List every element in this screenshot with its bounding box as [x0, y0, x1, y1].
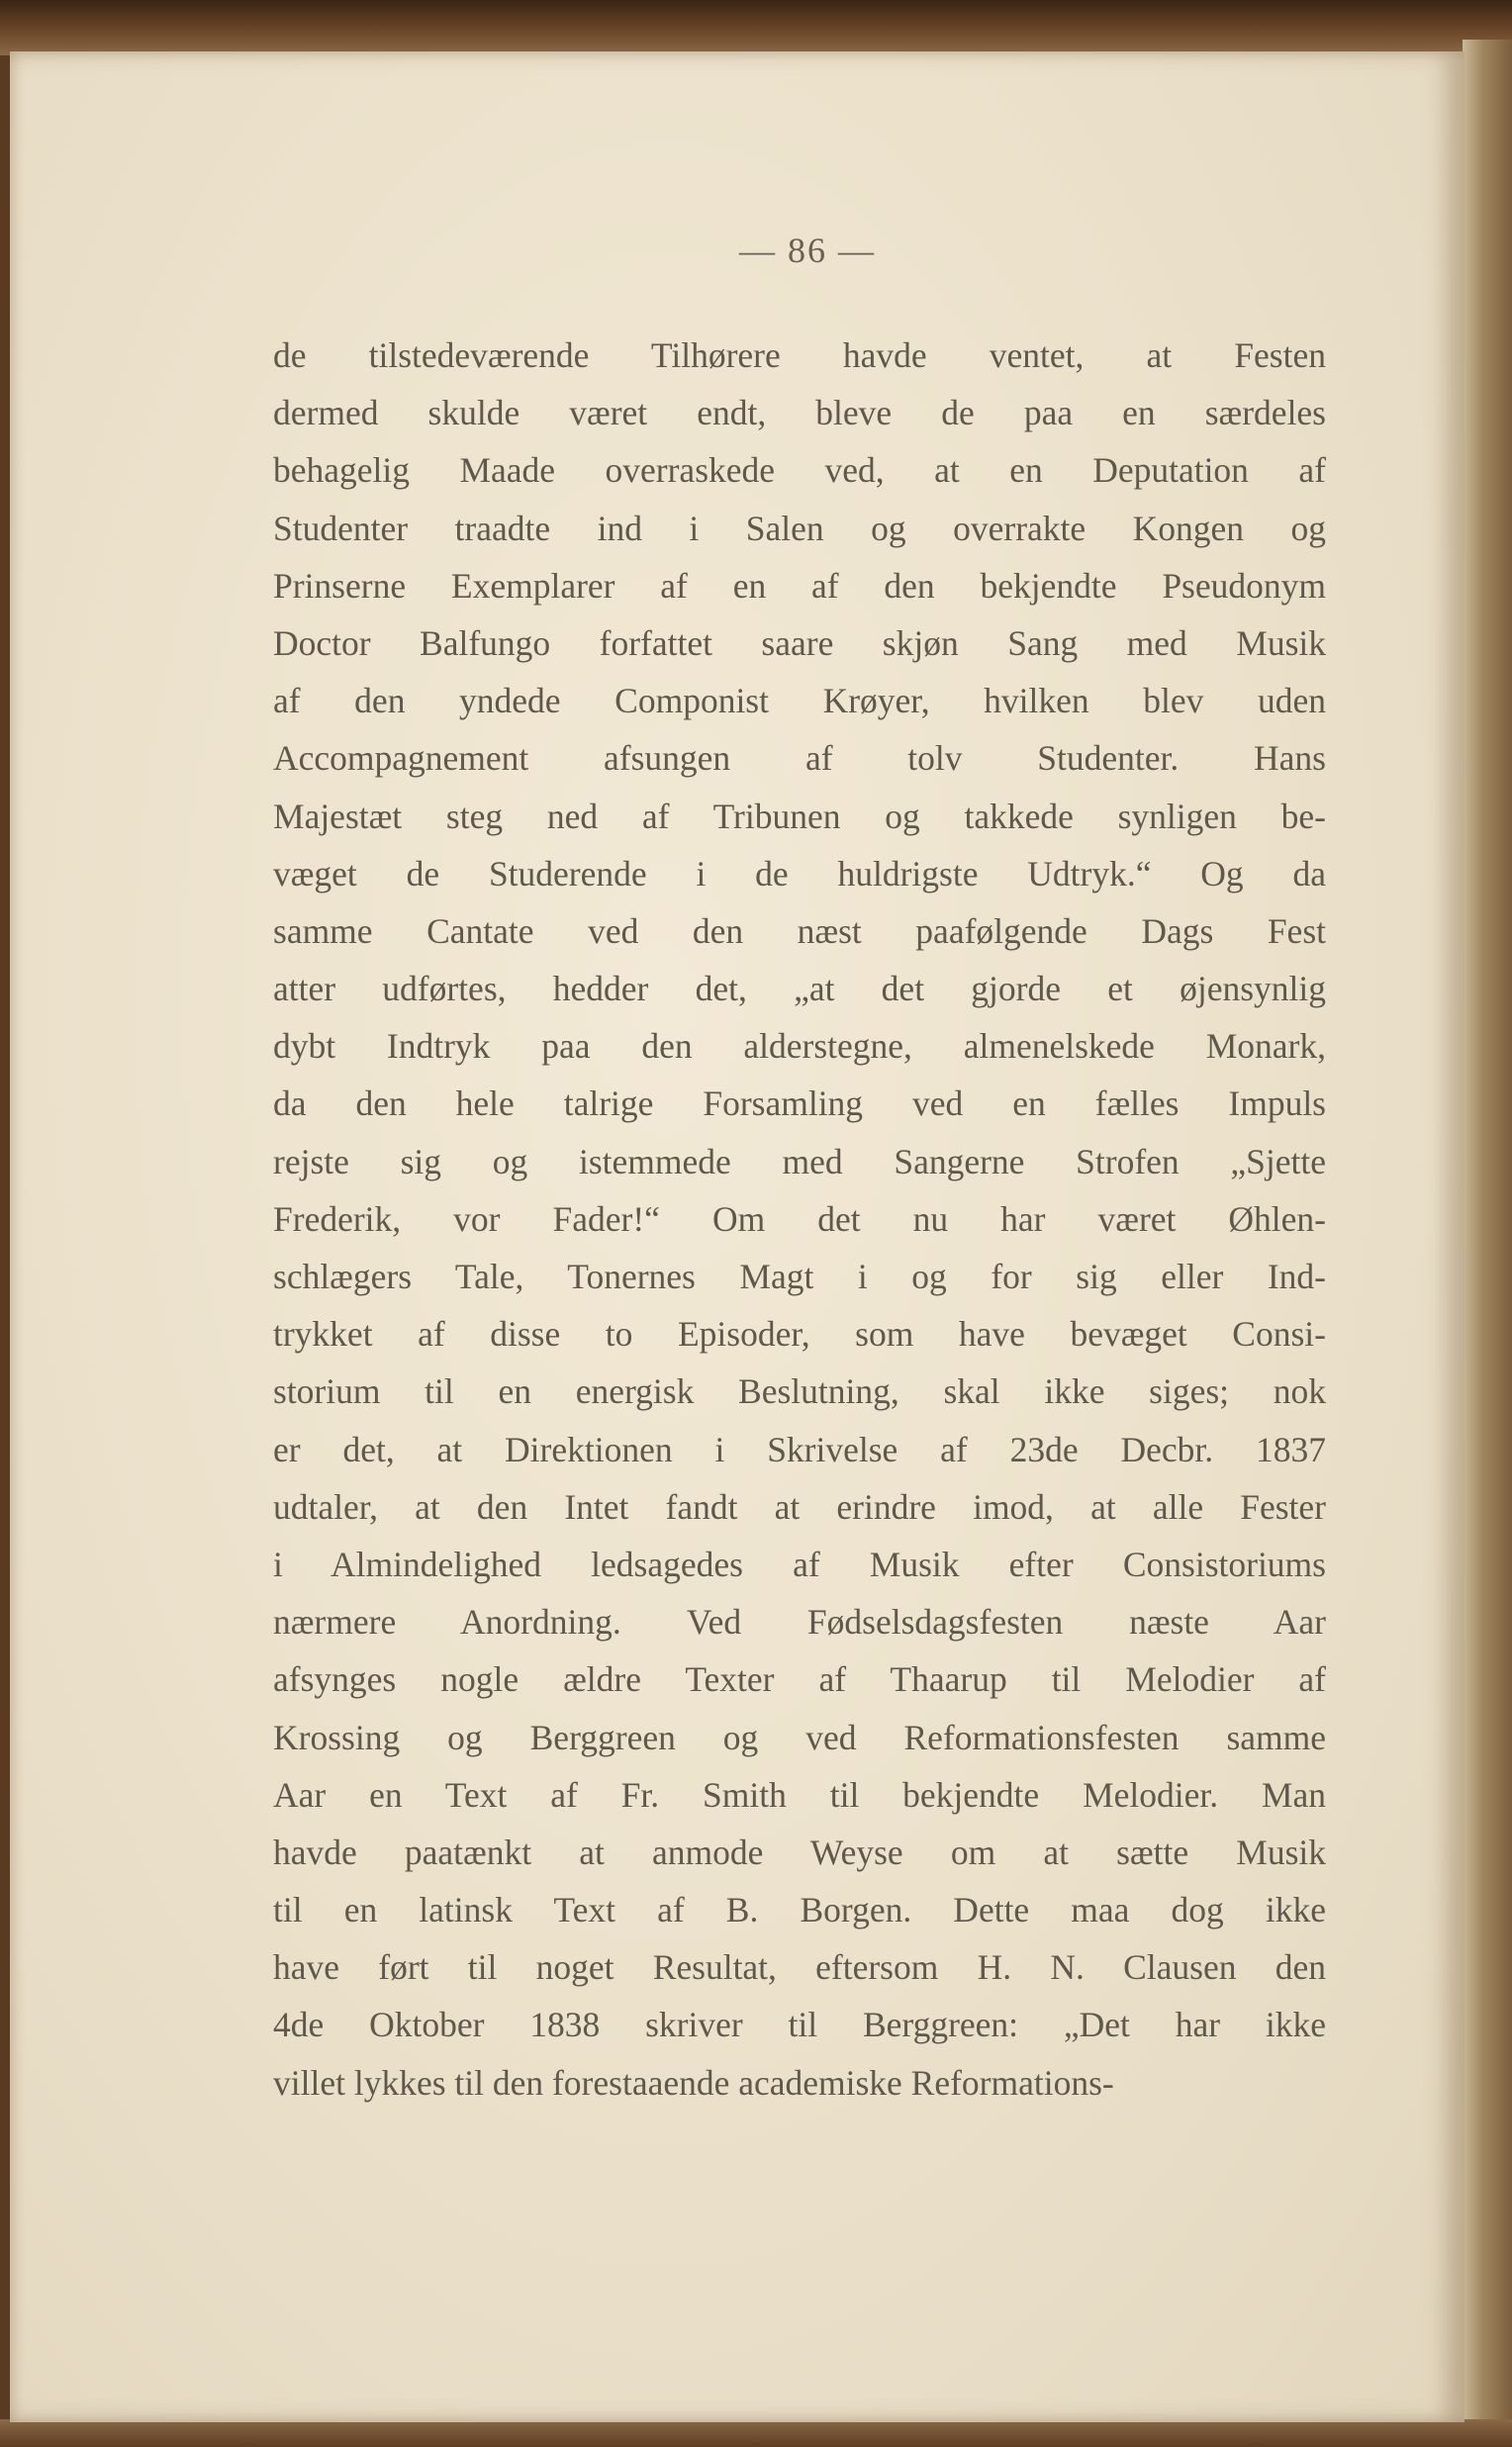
text-line: dybt Indtryk paa den alderstegne, almenelskede Monark, [273, 1026, 1326, 1067]
text-line: i Almindelighed ledsagedes af Musik efter Consistoriums [273, 1544, 1326, 1584]
text-line: Accompagnement afsungen af tolv Studenter. Hans [273, 738, 1326, 779]
text-line: have ført til noget Resultat, eftersom H. N. Clausen den [273, 1947, 1326, 1988]
text-line: Prinserne Exemplarer af en af den bekjendte Pseudonym [273, 565, 1326, 606]
text-line: trykket af disse to Episoder, som have bevæget Consi- [273, 1314, 1326, 1355]
page-number: — 86 — [739, 231, 876, 270]
text-line: havde paatænkt at anmode Weyse om at sætte Musik [273, 1832, 1326, 1872]
text-line: de tilstedeværende Tilhørere havde ventet, at Festen [273, 335, 1326, 375]
text-line: afsynges nogle ældre Texter af Thaarup til Melodier af [273, 1659, 1326, 1700]
text-line: nærmere Anordning. Ved Fødselsdagsfesten næste Aar [273, 1602, 1326, 1643]
text-line: storium til en energisk Beslutning, skal ikke siges; nok [273, 1371, 1326, 1412]
text-line: til en latinsk Text af B. Borgen. Dette maa dog ikke [273, 1890, 1326, 1930]
book-top-edge [0, 0, 1512, 55]
text-line: atter udførtes, hedder det, „at det gjorde et øjensynlig [273, 969, 1326, 1009]
text-line: Majestæt steg ned af Tribunen og takkede synligen be- [273, 796, 1326, 836]
text-line: behagelig Maade overraskede ved, at en Deputation af [273, 450, 1326, 491]
text-line: villet lykkes til den forestaaende academiske Reformations- [273, 2062, 1114, 2103]
text-line: udtaler, at den Intet fandt at erindre imod, at alle Fester [273, 1486, 1326, 1527]
text-line: Studenter traadte ind i Salen og overrakte Kongen og [273, 508, 1326, 548]
text-line: væget de Studerende i de huldrigste Udtryk.“ Og da [273, 853, 1326, 894]
text-line: da den hele talrige Forsamling ved en fælles Impuls [273, 1083, 1326, 1124]
text-line: Aar en Text af Fr. Smith til bekjendte Melodier. Man [273, 1774, 1326, 1815]
body-text [273, 327, 1326, 2112]
text-line: er det, at Direktionen i Skrivelse af 23de Decbr. 1837 [273, 1429, 1326, 1469]
text-line: dermed skulde været endt, bleve de paa en særdeles [273, 393, 1326, 433]
book-bottom-edge [0, 2419, 1512, 2447]
text-line: Frederik, vor Fader!“ Om det nu har været Øhlen- [273, 1198, 1326, 1239]
text-line: Doctor Balfungo forfattet saare skjøn Sang med Musik [273, 622, 1326, 663]
text-line: samme Cantate ved den næst paafølgende Dags Fest [273, 910, 1326, 951]
text-line: schlægers Tale, Tonernes Magt i og for sig eller Ind- [273, 1257, 1326, 1296]
text-line: 4de Oktober 1838 skriver til Berggreen: „Det har ikke [273, 2005, 1326, 2045]
text-line: af den yndede Componist Krøyer, hvilken blev uden [273, 681, 1326, 721]
book-gutter [1463, 40, 1512, 2424]
text-line: Krossing og Berggreen og ved Reformationsfesten samme [273, 1717, 1326, 1757]
text-line: rejste sig og istemmede med Sangerne Strofen „Sjette [273, 1141, 1326, 1181]
